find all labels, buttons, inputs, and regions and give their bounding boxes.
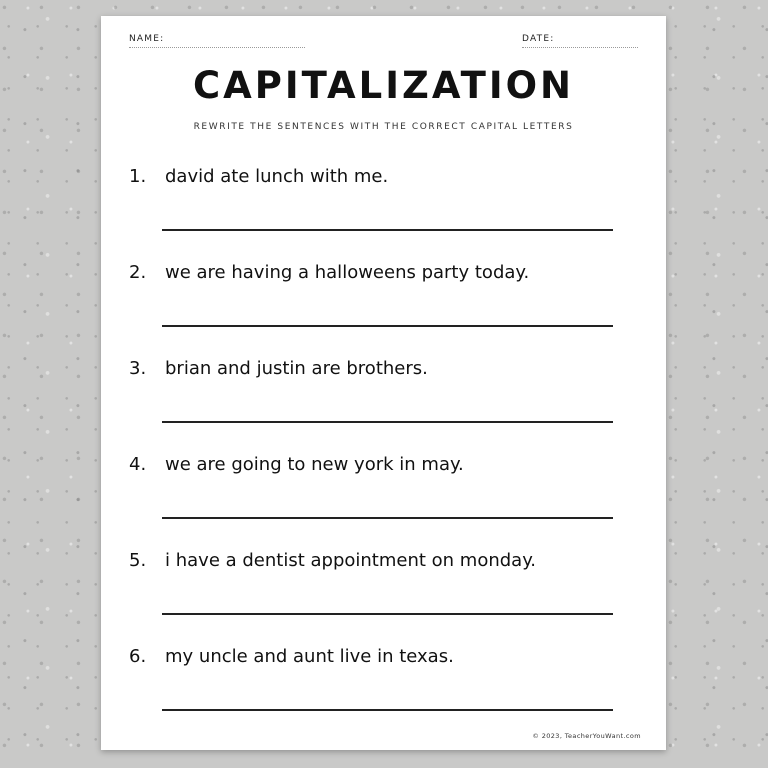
date-line — [522, 47, 638, 48]
question-5 — [129, 550, 639, 640]
question-number: 5. — [129, 550, 147, 571]
worksheet-title: CAPITALIZATION — [192, 64, 575, 107]
question-2 — [129, 262, 639, 352]
question-number: 6. — [129, 646, 147, 667]
name-field[interactable] — [129, 34, 164, 44]
name-line — [129, 47, 305, 48]
answer-line[interactable] — [162, 229, 613, 231]
answer-line[interactable] — [162, 613, 613, 615]
question-number: 4. — [129, 454, 147, 475]
worksheet-instructions: REWRITE THE SENTENCES WITH THE CORRECT CAPITAL LETTERS — [193, 122, 574, 132]
question-6 — [129, 646, 639, 736]
question-4 — [129, 454, 639, 544]
question-1 — [129, 166, 639, 256]
copyright-footer: © 2023, TeacherYouWant.com — [532, 732, 641, 740]
question-sentence: brian and justin are brothers. — [165, 358, 428, 379]
question-sentence: we are having a halloweens party today. — [165, 262, 530, 283]
question-number: 3. — [129, 358, 147, 379]
question-number: 2. — [129, 262, 147, 283]
answer-line[interactable] — [162, 325, 613, 327]
answer-line[interactable] — [162, 421, 613, 423]
question-number: 1. — [129, 166, 147, 187]
date-label: DATE: — [522, 34, 555, 44]
answer-line[interactable] — [162, 709, 613, 711]
question-sentence: my uncle and aunt live in texas. — [165, 646, 454, 667]
date-field[interactable] — [522, 34, 554, 44]
question-sentence: i have a dentist appointment on monday. — [165, 550, 537, 571]
question-3 — [129, 358, 639, 448]
worksheet-page — [101, 16, 666, 750]
question-sentence: we are going to new york in may. — [165, 454, 464, 475]
question-sentence: david ate lunch with me. — [165, 166, 389, 187]
answer-line[interactable] — [162, 517, 613, 519]
name-label: NAME: — [129, 34, 165, 44]
